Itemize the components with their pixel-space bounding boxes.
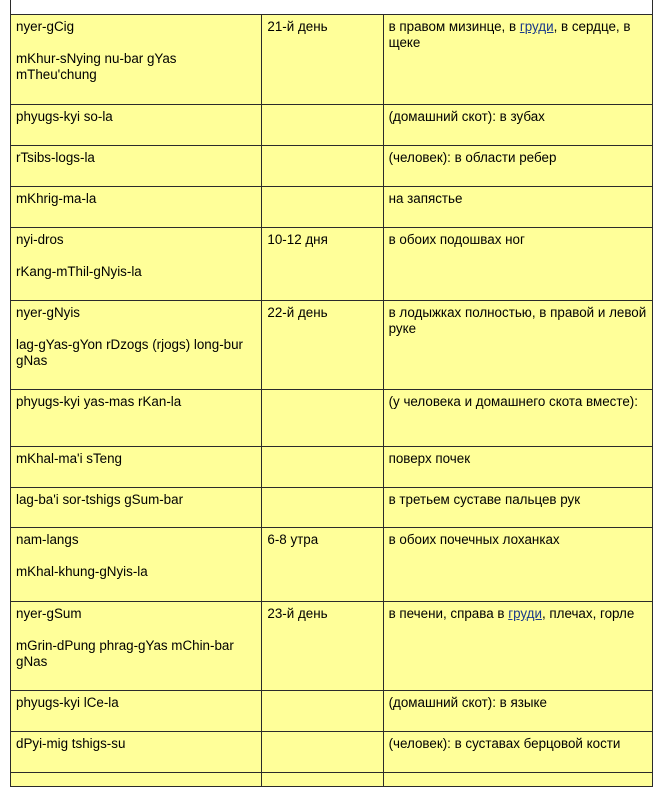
location-text: (у человека и домашнего скота вместе): [388, 394, 638, 409]
day-cell [262, 488, 383, 529]
day-text: 22-й день [267, 305, 328, 320]
location-cell [383, 447, 652, 488]
location-cell [383, 732, 652, 773]
tibetan-term: nyer-gSum [16, 606, 82, 621]
day-cell [262, 691, 383, 732]
location-cell [383, 301, 652, 390]
location-cell [383, 773, 652, 787]
day-text: 10-12 дня [267, 232, 328, 247]
tibetan-term-cell [11, 146, 262, 187]
day-text: 21-й день [267, 19, 328, 34]
tibetan-term: phyugs-kyi yas-mas rKan-la [16, 394, 182, 409]
location-cell [383, 228, 652, 301]
location-text: в правом мизинце, в [388, 19, 520, 34]
tibetan-term-cell [11, 228, 262, 301]
correspondence-table-upper [10, 14, 653, 529]
location-text: в третьем суставе пальцев рук [388, 492, 581, 507]
table-row [11, 488, 653, 529]
tibetan-term: phyugs-kyi lCe-la [16, 695, 119, 710]
table-row [11, 390, 653, 447]
day-cell [262, 187, 383, 228]
day-cell [262, 15, 383, 105]
tibetan-term: nam-langs [16, 532, 79, 547]
day-text: 23-й день [267, 606, 328, 621]
tibetan-term: mKhrig-ma-la [16, 191, 97, 206]
location-cell [383, 187, 652, 228]
location-cell [383, 691, 652, 732]
tibetan-term-cell [11, 447, 262, 488]
tibetan-term-cell [11, 488, 262, 529]
tibetan-term: mGrin-dPung phrag-gYas mChin-bar gNas [16, 638, 234, 669]
tibetan-term: rTsibs-logs-la [16, 150, 95, 165]
tibetan-term: lag-ba'i sor-tshigs gSum-bar [16, 492, 184, 507]
location-text: поверх почек [388, 451, 471, 466]
table-row [11, 732, 653, 773]
table-top-edge [10, 0, 653, 14]
table-row [11, 105, 653, 146]
tibetan-term: mKhal-khung-gNyis-la [16, 564, 148, 579]
location-text-after: , плечах, горле [541, 606, 635, 621]
day-cell [262, 228, 383, 301]
tibetan-term: rKang-mThil-gNyis-la [16, 264, 142, 279]
table-row [11, 447, 653, 488]
table-row [11, 146, 653, 187]
tibetan-term-cell [11, 390, 262, 447]
day-cell [262, 773, 383, 787]
table-row [11, 228, 653, 301]
location-text: в обоих почечных лоханках [388, 532, 560, 547]
location-cell [383, 602, 652, 691]
day-cell [262, 447, 383, 488]
day-cell [262, 146, 383, 187]
location-text: в лодыжках полностью, в правой и левой руке [388, 305, 647, 336]
chest-link[interactable]: груди [508, 606, 542, 621]
table-row [11, 528, 653, 602]
location-text: в обоих подошвах ног [388, 232, 525, 247]
location-cell [383, 105, 652, 146]
tibetan-term: mKhal-ma'i sTeng [16, 451, 122, 466]
tibetan-term: nyer-gCig [16, 19, 75, 34]
table-row [11, 15, 653, 105]
location-text: (человек): в области ребер [388, 150, 557, 165]
location-cell [383, 15, 652, 105]
location-text: на запястье [388, 191, 463, 206]
tibetan-term-cell [11, 691, 262, 732]
chest-link[interactable]: груди [519, 19, 554, 34]
tibetan-term: lag-gYas-gYon rDzogs (rjogs) long-bur gNas [16, 337, 244, 368]
table-row [11, 773, 653, 787]
location-text: (домашний скот): в языке [388, 695, 547, 710]
table-row [11, 602, 653, 691]
tibetan-term: nyer-gNyis [16, 305, 80, 320]
tibetan-term-cell [11, 732, 262, 773]
location-text: (домашний скот): в зубах [388, 109, 545, 124]
tibetan-term-cell [11, 602, 262, 691]
tibetan-term: nyi-dros [16, 232, 64, 247]
location-text-after: , в сердце, в щеке [388, 19, 631, 50]
location-text: в печени, справа в [388, 606, 509, 621]
table-row [11, 187, 653, 228]
location-cell [383, 528, 652, 602]
tibetan-term-cell [11, 301, 262, 390]
location-text: (человек): в суставах берцовой кости [388, 736, 621, 751]
day-cell [262, 528, 383, 602]
day-cell [262, 301, 383, 390]
table-row [11, 691, 653, 732]
tibetan-term-cell [11, 187, 262, 228]
day-cell [262, 390, 383, 447]
day-cell [262, 602, 383, 691]
day-text: 6-8 утра [267, 532, 319, 547]
location-cell [383, 146, 652, 187]
tibetan-term-cell [11, 773, 262, 787]
location-cell [383, 488, 652, 529]
location-cell [383, 390, 652, 447]
tibetan-term-cell [11, 15, 262, 105]
correspondence-table-lower [10, 527, 653, 787]
table-row [11, 301, 653, 390]
tibetan-term-cell [11, 528, 262, 602]
tibetan-term: phyugs-kyi so-la [16, 109, 113, 124]
day-cell [262, 732, 383, 773]
day-cell [262, 105, 383, 146]
tibetan-term: mKhur-sNying nu-bar gYas mTheu'chung [16, 51, 177, 82]
tibetan-term: dPyi-mig tshigs-su [16, 736, 126, 751]
tibetan-term-cell [11, 105, 262, 146]
